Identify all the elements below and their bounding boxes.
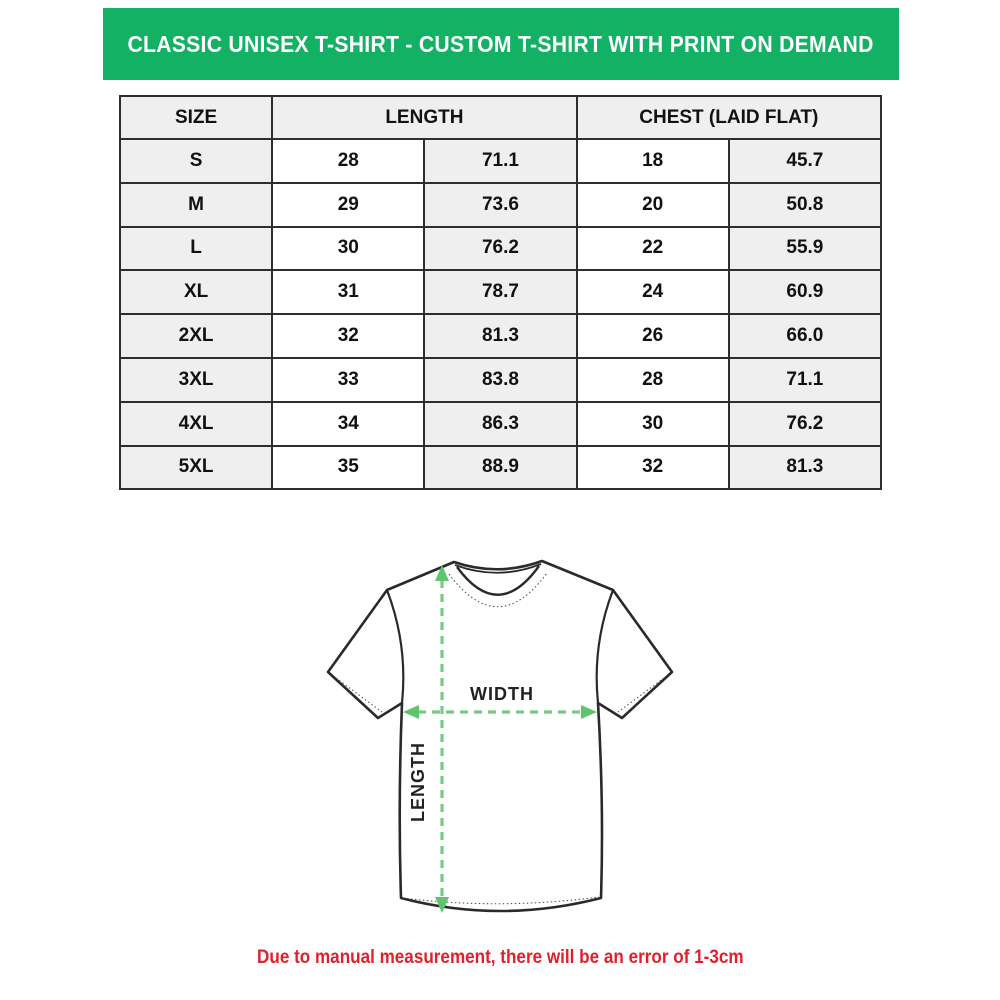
cell-size: L: [120, 227, 272, 271]
table-row: [120, 358, 881, 402]
cell-chest-cm: 71.1: [729, 358, 881, 402]
tshirt-icon: [320, 550, 680, 920]
cell-length-in: 32: [272, 314, 424, 358]
cell-length-cm: 78.7: [424, 270, 576, 314]
cell-chest-in: 28: [577, 358, 729, 402]
cell-size: S: [120, 139, 272, 183]
header-length: LENGTH: [272, 96, 576, 139]
cell-length-in: 31: [272, 270, 424, 314]
cell-chest-cm: 76.2: [729, 402, 881, 446]
width-label: WIDTH: [470, 684, 534, 704]
cell-length-cm: 86.3: [424, 402, 576, 446]
measurement-note-text: Due to manual measurement, there will be an error of 1-3cm: [256, 947, 744, 968]
header-size: SIZE: [120, 96, 272, 139]
cell-length-in: 35: [272, 446, 424, 490]
title-banner: [103, 8, 899, 80]
cell-chest-in: 24: [577, 270, 729, 314]
cell-size: 4XL: [120, 402, 272, 446]
cell-chest-in: 32: [577, 446, 729, 490]
cell-length-in: 29: [272, 183, 424, 227]
size-table: [119, 95, 882, 490]
cell-length-in: 30: [272, 227, 424, 271]
cell-length-cm: 71.1: [424, 139, 576, 183]
tshirt-diagram: [320, 550, 680, 920]
cell-chest-in: 20: [577, 183, 729, 227]
table-row: [120, 139, 881, 183]
cell-chest-in: 30: [577, 402, 729, 446]
cell-chest-in: 26: [577, 314, 729, 358]
table-header-row: [120, 96, 881, 139]
cell-length-in: 33: [272, 358, 424, 402]
table-row: [120, 227, 881, 271]
cell-size: 5XL: [120, 446, 272, 490]
cell-size: XL: [120, 270, 272, 314]
cell-chest-cm: 81.3: [729, 446, 881, 490]
table-row: [120, 446, 881, 490]
header-chest: CHEST (LAID FLAT): [577, 96, 881, 139]
cell-chest-cm: 50.8: [729, 183, 881, 227]
page-title: CLASSIC UNISEX T-SHIRT - CUSTOM T-SHIRT WITH PRINT ON DEMAND: [127, 30, 875, 57]
cell-length-cm: 83.8: [424, 358, 576, 402]
cell-chest-cm: 60.9: [729, 270, 881, 314]
cell-chest-in: 18: [577, 139, 729, 183]
cell-chest-in: 22: [577, 227, 729, 271]
table-row: [120, 270, 881, 314]
table-row: [120, 183, 881, 227]
table-row: [120, 314, 881, 358]
length-label: LENGTH: [408, 742, 428, 822]
cell-chest-cm: 45.7: [729, 139, 881, 183]
cell-length-cm: 88.9: [424, 446, 576, 490]
table-row: [120, 402, 881, 446]
cell-size: 2XL: [120, 314, 272, 358]
cell-length-in: 34: [272, 402, 424, 446]
cell-chest-cm: 55.9: [729, 227, 881, 271]
cell-size: 3XL: [120, 358, 272, 402]
cell-length-cm: 73.6: [424, 183, 576, 227]
cell-size: M: [120, 183, 272, 227]
cell-chest-cm: 66.0: [729, 314, 881, 358]
cell-length-cm: 76.2: [424, 227, 576, 271]
tshirt-outline: [328, 561, 672, 911]
cell-length-cm: 81.3: [424, 314, 576, 358]
measurement-note: [0, 947, 1000, 969]
cell-length-in: 28: [272, 139, 424, 183]
